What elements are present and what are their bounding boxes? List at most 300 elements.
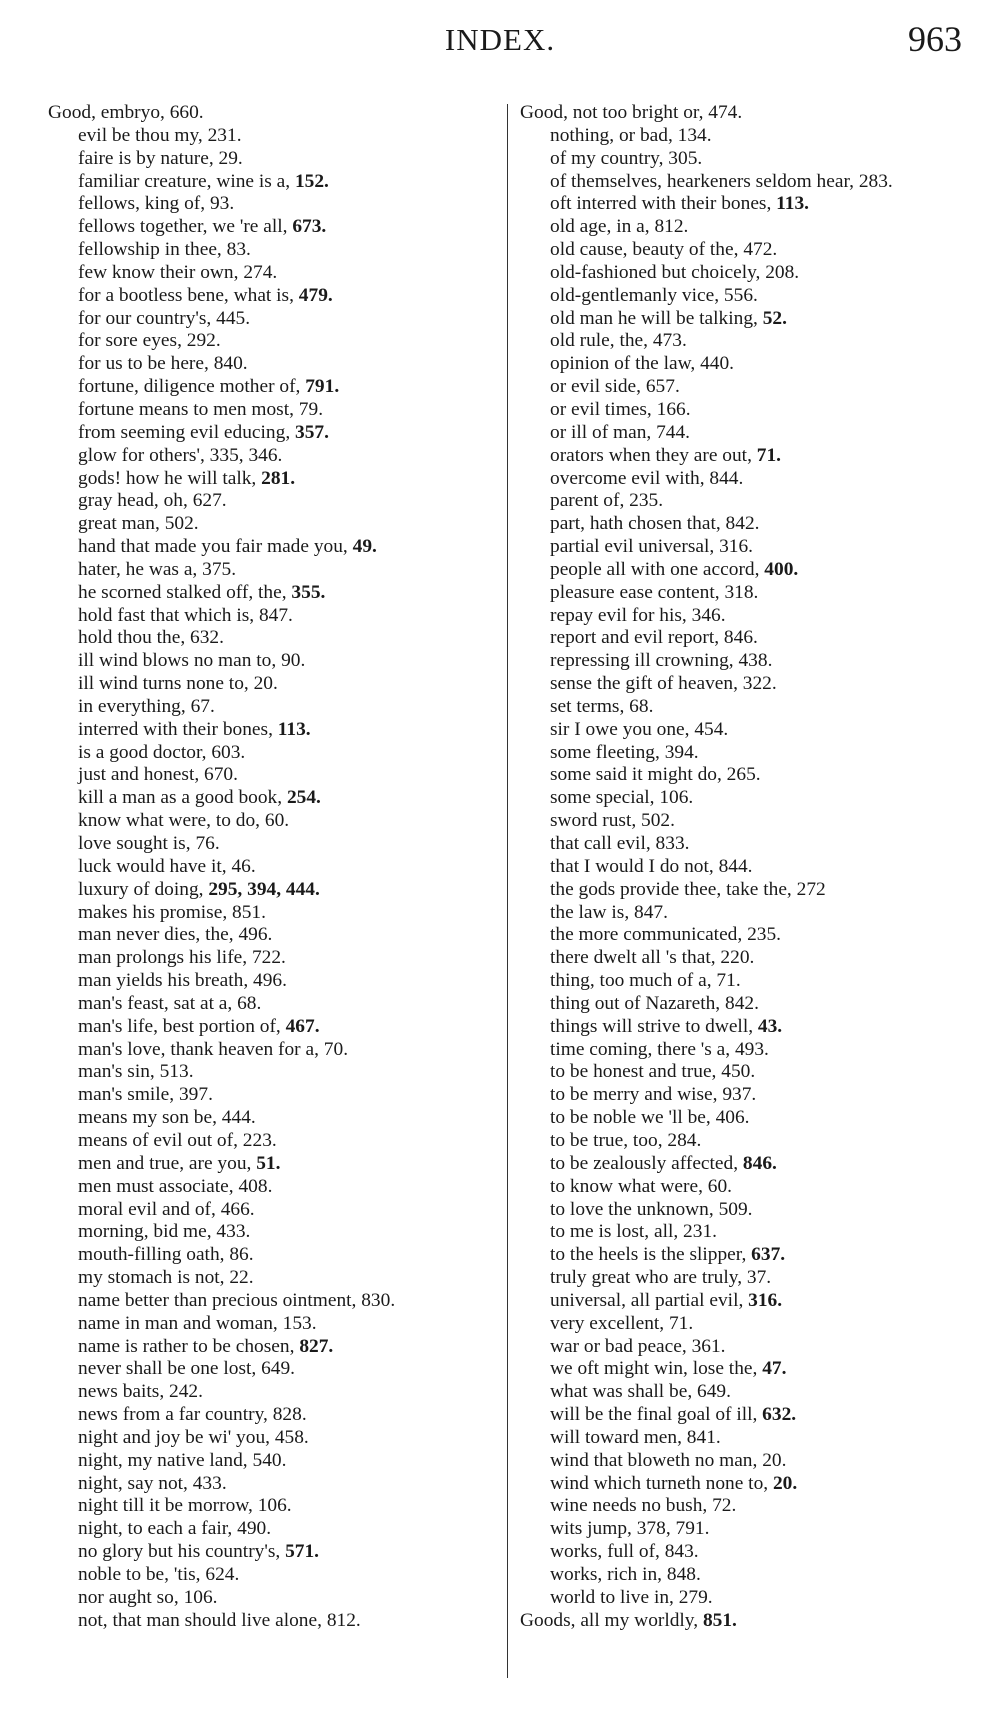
index-entry <box>520 1313 970 1336</box>
entry-page-ref: 791. <box>305 376 340 398</box>
entry-text: or evil times, <box>550 398 657 420</box>
index-column-left <box>48 102 498 1633</box>
entry-text: faire is by nature, <box>78 147 219 169</box>
entry-text: thing out of Nazareth, <box>550 992 725 1014</box>
entry-text: to know what were, <box>550 1175 708 1197</box>
index-entry <box>520 1153 970 1176</box>
index-entry <box>48 1061 498 1084</box>
entry-text: for sore eyes, <box>78 330 187 352</box>
entry-text: know what were, to do, <box>78 810 265 832</box>
entry-page-ref: 846. <box>742 1152 777 1174</box>
index-column-right <box>520 102 970 1633</box>
index-entry <box>48 1153 498 1176</box>
index-entry <box>48 1587 498 1610</box>
entry-page-ref: 20. <box>253 673 278 695</box>
index-entry <box>520 719 970 742</box>
index-entry <box>48 353 498 376</box>
index-entry <box>520 787 970 810</box>
entry-text: wind that bloweth no man, <box>550 1449 763 1471</box>
entry-page-ref: 79. <box>298 398 324 420</box>
entry-page-ref: 458. <box>274 1426 309 1448</box>
entry-page-ref: 490. <box>237 1518 272 1540</box>
entry-page-ref: 673. <box>292 216 327 238</box>
index-entry <box>520 879 970 902</box>
entry-page-ref: 106. <box>183 1586 218 1608</box>
index-entry <box>520 216 970 239</box>
index-entry <box>520 1541 970 1564</box>
index-entry <box>48 1450 498 1473</box>
entry-page-ref: 134. <box>677 124 712 146</box>
index-entry <box>48 376 498 399</box>
entry-text: interred with their bones, <box>78 718 278 740</box>
entry-page-ref: 361. <box>691 1335 726 1357</box>
entry-text: repay evil for his, <box>550 604 692 626</box>
index-entry <box>520 330 970 353</box>
entry-text: moral evil and of, <box>78 1198 221 1220</box>
entry-page-ref: 397. <box>178 1084 213 1106</box>
entry-page-ref: 295, 394, 444. <box>208 878 320 900</box>
entry-text: man never dies, the, <box>78 924 239 946</box>
entry-page-ref: 60. <box>264 810 290 832</box>
entry-text: the gods provide thee, take the, <box>550 878 797 900</box>
entry-text: Good, not too bright or, <box>520 102 709 123</box>
page-title: INDEX. <box>444 22 556 57</box>
entry-page-ref: 444. <box>221 1107 256 1129</box>
index-entry <box>520 148 970 171</box>
entry-page-ref: 827. <box>299 1335 334 1357</box>
entry-page-ref: 106. <box>257 1495 292 1517</box>
entry-page-ref: 235. <box>629 490 664 512</box>
entry-page-ref: 346. <box>691 604 726 626</box>
entry-page-ref: 93. <box>209 193 235 215</box>
entry-page-ref: 51. <box>256 1152 281 1174</box>
entry-page-ref: 67. <box>190 695 215 717</box>
index-entry <box>520 1130 970 1153</box>
index-entry <box>520 125 970 148</box>
entry-text: pleasure ease content, <box>550 581 725 603</box>
index-entry <box>48 1039 498 1062</box>
page-header <box>0 18 1000 68</box>
index-entry <box>520 513 970 536</box>
entry-page-ref: 841. <box>686 1426 721 1448</box>
entry-page-ref: 843. <box>664 1541 699 1563</box>
entry-text: night till it be morrow, <box>78 1495 258 1517</box>
entry-page-ref: 254. <box>286 787 321 809</box>
index-entry <box>48 285 498 308</box>
entry-text: from seeming evil educing, <box>78 421 296 443</box>
entry-text: sword rust, <box>550 810 642 832</box>
entry-text: will toward men, <box>550 1426 687 1448</box>
entry-page-ref: 70. <box>323 1038 349 1060</box>
index-entry <box>520 856 970 879</box>
index-entry <box>48 1244 498 1267</box>
entry-page-ref: 223. <box>242 1129 277 1151</box>
index-entry <box>48 650 498 673</box>
entry-page-ref: 406. <box>715 1107 750 1129</box>
index-entry <box>48 490 498 513</box>
entry-text: to be merry and wise, <box>550 1084 723 1106</box>
index-entry <box>520 1061 970 1084</box>
entry-text: parent of, <box>550 490 630 512</box>
index-entry <box>48 468 498 491</box>
entry-page-ref: 844. <box>718 855 753 877</box>
index-entry <box>48 1267 498 1290</box>
entry-page-ref: 220. <box>720 947 755 969</box>
entry-text: hold fast that which is, <box>78 604 259 626</box>
entry-text: of my country, <box>550 147 669 169</box>
entry-text: night, say not, <box>78 1472 193 1494</box>
index-entry <box>48 787 498 810</box>
index-entry <box>48 1473 498 1496</box>
entry-page-ref: 660. <box>169 102 204 123</box>
entry-text: few know their own, <box>78 261 244 283</box>
entry-page-ref: 440. <box>700 353 735 375</box>
entry-text: luxury of doing, <box>78 878 209 900</box>
entry-page-ref: 76. <box>195 833 220 854</box>
index-entry <box>48 1541 498 1564</box>
index-entry <box>520 1107 970 1130</box>
index-entry <box>48 1358 498 1381</box>
entry-page-ref: 316. <box>719 536 754 558</box>
index-entry <box>520 422 970 445</box>
entry-page-ref: 649. <box>697 1381 731 1403</box>
entry-text: mouth-filling oath, <box>78 1244 230 1266</box>
entry-page-ref: 433. <box>192 1472 227 1494</box>
entry-text: to me is lost, all, <box>550 1221 684 1243</box>
entry-page-ref: 60. <box>707 1175 733 1197</box>
index-entry <box>48 1221 498 1244</box>
index-entry <box>520 399 970 422</box>
entry-text: fellows, king of, <box>78 193 210 215</box>
entry-text: oft interred with their bones, <box>550 193 777 215</box>
entry-text: that call evil, <box>550 833 656 854</box>
index-entry <box>48 1084 498 1107</box>
index-entry <box>520 673 970 696</box>
entry-text: nor aught so, <box>78 1586 184 1608</box>
entry-text: wine needs no bush, <box>550 1495 713 1517</box>
index-entry <box>48 193 498 216</box>
index-entry <box>520 902 970 925</box>
entry-text: or ill of man, <box>550 421 657 443</box>
index-entry <box>520 833 970 856</box>
index-entry <box>520 536 970 559</box>
entry-text: man yields his breath, <box>78 970 254 992</box>
index-entry <box>520 1016 970 1039</box>
index-entry <box>520 924 970 947</box>
entry-page-ref: 851. <box>702 1609 737 1631</box>
entry-text: works, rich in, <box>550 1564 667 1585</box>
entry-page-ref: 272 <box>796 878 826 900</box>
entry-page-ref: 152. <box>294 170 329 192</box>
index-entry <box>48 993 498 1016</box>
index-entry <box>48 216 498 239</box>
entry-page-ref: 153. <box>282 1312 317 1334</box>
entry-page-ref: 71. <box>668 1312 694 1334</box>
index-entry <box>520 239 970 262</box>
entry-text: some special, <box>550 787 660 809</box>
entry-page-ref: 670. <box>204 764 238 786</box>
entry-page-ref: 72. <box>712 1495 737 1517</box>
entry-page-ref: 335, 346. <box>209 444 283 466</box>
entry-text: familiar creature, wine is a, <box>78 170 295 192</box>
index-entry <box>48 1381 498 1404</box>
index-entry <box>48 125 498 148</box>
entry-page-ref: 509. <box>718 1198 753 1220</box>
entry-text: never shall be one lost, <box>78 1358 262 1380</box>
entry-text: for our country's, <box>78 307 217 329</box>
index-entry <box>520 559 970 582</box>
entry-text: overcome evil with, <box>550 467 710 489</box>
entry-text: name better than precious ointment, <box>78 1289 362 1311</box>
index-entry <box>520 1267 970 1290</box>
entry-page-ref: 603. <box>211 741 246 763</box>
index-entry <box>520 1381 970 1404</box>
entry-page-ref: 844. <box>709 467 744 489</box>
index-entry <box>48 171 498 194</box>
entry-text: old-fashioned but choicely, <box>550 261 766 283</box>
entry-text: to be honest and true, <box>550 1061 722 1083</box>
entry-page-ref: 316. <box>748 1289 783 1311</box>
entry-text: hater, he was a, <box>78 558 203 580</box>
entry-text: great man, <box>78 513 165 535</box>
entry-page-ref: 113. <box>277 718 311 740</box>
index-entry <box>520 353 970 376</box>
index-entry <box>48 1130 498 1153</box>
entry-text: world to live in, <box>550 1586 679 1608</box>
entry-page-ref: 22. <box>229 1267 254 1289</box>
index-entry <box>48 1336 498 1359</box>
entry-page-ref: 281. <box>261 467 296 489</box>
entry-page-ref: 842. <box>725 992 759 1014</box>
entry-page-ref: 20. <box>772 1472 798 1494</box>
entry-text: repressing ill crowning, <box>550 650 739 672</box>
index-entry <box>48 696 498 719</box>
entry-text: man's sin, <box>78 1061 160 1083</box>
entry-page-ref: 466. <box>220 1198 255 1220</box>
index-entry <box>48 582 498 605</box>
entry-text: to be true, too, <box>550 1129 668 1151</box>
entry-text: old cause, beauty of the, <box>550 239 744 261</box>
entry-page-ref: 937. <box>722 1084 757 1106</box>
entry-page-ref: 657. <box>645 376 680 398</box>
entry-page-ref: 445. <box>216 307 251 329</box>
entry-page-ref: 71. <box>716 970 741 992</box>
index-entry <box>520 627 970 650</box>
entry-text: ill wind blows no man to, <box>78 650 282 672</box>
entry-page-ref: 68. <box>629 695 654 717</box>
index-entry <box>520 1473 970 1496</box>
entry-page-ref: 467. <box>285 1015 320 1037</box>
entry-page-ref: 828. <box>272 1404 307 1426</box>
entry-page-ref: 433. <box>216 1221 251 1243</box>
entry-page-ref: 235. <box>747 924 782 946</box>
entry-text: works, full of, <box>550 1541 665 1563</box>
index-entry <box>520 1587 970 1610</box>
index-heading-entry <box>520 102 970 125</box>
entry-text: the more communicated, <box>550 924 748 946</box>
index-entry <box>520 285 970 308</box>
index-entry <box>48 719 498 742</box>
index-entry <box>48 1518 498 1541</box>
entry-text: some fleeting, <box>550 741 665 763</box>
entry-page-ref: 493. <box>734 1038 769 1060</box>
index-entry <box>520 445 970 468</box>
entry-page-ref: 400. <box>764 558 799 580</box>
index-entry <box>520 1427 970 1450</box>
index-entry <box>48 1610 498 1633</box>
entry-page-ref: 540. <box>252 1449 287 1471</box>
index-entry <box>48 924 498 947</box>
entry-text: universal, all partial evil, <box>550 1289 749 1311</box>
entry-page-ref: 848. <box>666 1564 701 1585</box>
entry-text: fellowship in thee, <box>78 239 227 261</box>
index-entry <box>520 650 970 673</box>
index-entry <box>520 993 970 1016</box>
entry-page-ref: 49. <box>352 536 377 558</box>
index-entry <box>520 1336 970 1359</box>
entry-page-ref: 812. <box>326 1609 361 1631</box>
entry-page-ref: 473. <box>652 330 687 352</box>
index-heading-entry <box>48 102 498 125</box>
entry-page-ref: 408. <box>238 1175 273 1197</box>
index-entry <box>520 1176 970 1199</box>
entry-text: time coming, there 's a, <box>550 1038 735 1060</box>
index-heading-entry <box>520 1610 970 1633</box>
entry-page-ref: 284. <box>667 1129 702 1151</box>
entry-text: to be zealously affected, <box>550 1152 743 1174</box>
entry-page-ref: 830. <box>361 1289 396 1311</box>
entry-text: orators when they are out, <box>550 444 757 466</box>
entry-page-ref: 242. <box>169 1381 203 1403</box>
entry-page-ref: 496. <box>238 924 273 946</box>
index-entry <box>520 468 970 491</box>
entry-page-ref: 842. <box>725 513 760 535</box>
index-entry <box>48 970 498 993</box>
entry-page-ref: 43. <box>757 1015 783 1037</box>
entry-page-ref: 283. <box>858 170 893 192</box>
entry-page-ref: 37. <box>746 1267 772 1289</box>
entry-text: for us to be here, <box>78 353 214 375</box>
entry-page-ref: 812. <box>654 216 689 238</box>
entry-text: Good, embryo, <box>48 102 170 123</box>
index-entry <box>48 833 498 856</box>
index-entry <box>48 1564 498 1587</box>
entry-text: old man he will be talking, <box>550 307 763 329</box>
entry-text: man's smile, <box>78 1084 179 1106</box>
entry-text: morning, bid me, <box>78 1221 217 1243</box>
entry-text: means of evil out of, <box>78 1129 243 1151</box>
index-entry <box>520 605 970 628</box>
entry-page-ref: 166. <box>656 398 691 420</box>
entry-page-ref: 318. <box>724 581 759 603</box>
entry-text: there dwelt all 's that, <box>550 947 721 969</box>
index-entry <box>48 605 498 628</box>
index-entry <box>48 1107 498 1130</box>
index-entry <box>520 1518 970 1541</box>
entry-text: wind which turneth none to, <box>550 1472 773 1494</box>
entry-text: name is rather to be chosen, <box>78 1335 300 1357</box>
entry-text: gods! how he will talk, <box>78 467 262 489</box>
entry-text: kill a man as a good book, <box>78 787 287 809</box>
index-entry <box>520 742 970 765</box>
entry-text: noble to be, 'tis, <box>78 1564 206 1585</box>
index-entry <box>48 879 498 902</box>
entry-text: is a good doctor, <box>78 741 212 763</box>
entry-text: gray head, oh, <box>78 490 193 512</box>
index-entry <box>48 1495 498 1518</box>
entry-page-ref: 496. <box>253 970 287 992</box>
index-entry <box>520 171 970 194</box>
entry-page-ref: 322. <box>742 673 777 695</box>
index-entry <box>48 308 498 331</box>
entry-text: evil be thou my, <box>78 124 208 146</box>
entry-page-ref: 833. <box>655 833 690 854</box>
index-entry <box>520 696 970 719</box>
entry-text: what was shall be, <box>550 1381 698 1403</box>
entry-text: to be noble we 'll be, <box>550 1107 716 1129</box>
index-entry <box>48 422 498 445</box>
index-entry <box>520 810 970 833</box>
entry-text: no glory but his country's, <box>78 1541 286 1563</box>
entry-page-ref: 279. <box>678 1586 713 1608</box>
entry-text: men must associate, <box>78 1175 239 1197</box>
entry-page-ref: 378, 791. <box>636 1518 710 1540</box>
index-entry <box>48 1290 498 1313</box>
column-divider <box>507 104 508 1678</box>
entry-page-ref: 474. <box>708 102 743 123</box>
entry-text: sir I owe you one, <box>550 718 695 740</box>
index-entry <box>520 1221 970 1244</box>
index-entry <box>48 1313 498 1336</box>
entry-text: Goods, all my worldly, <box>520 1609 703 1631</box>
index-entry <box>48 764 498 787</box>
entry-page-ref: 71. <box>756 444 782 466</box>
entry-text: the law is, <box>550 901 635 923</box>
entry-text: makes his promise, <box>78 901 233 923</box>
entry-text: fortune, diligence mother of, <box>78 376 306 398</box>
index-entry <box>520 970 970 993</box>
index-entry <box>520 1084 970 1107</box>
index-entry <box>520 1244 970 1267</box>
entry-page-ref: 231. <box>683 1221 717 1243</box>
entry-text: just and honest, <box>78 764 205 786</box>
index-entry <box>520 1039 970 1062</box>
entry-text: old-gentlemanly vice, <box>550 284 724 306</box>
index-entry <box>48 1199 498 1222</box>
index-entry <box>48 856 498 879</box>
index-entry <box>48 148 498 171</box>
entry-text: man's feast, sat at a, <box>78 992 238 1014</box>
index-entry <box>48 902 498 925</box>
index-entry <box>48 1404 498 1427</box>
entry-page-ref: 394. <box>664 741 699 763</box>
entry-page-ref: 355. <box>291 581 326 603</box>
entry-text: to the heels is the slipper, <box>550 1244 752 1266</box>
index-entry <box>48 536 498 559</box>
entry-page-ref: 46. <box>231 855 256 877</box>
entry-page-ref: 52. <box>762 307 787 329</box>
entry-text: my stomach is not, <box>78 1267 230 1289</box>
entry-text: thing, too much of a, <box>550 970 717 992</box>
index-entry <box>520 376 970 399</box>
index-entry <box>48 1176 498 1199</box>
entry-page-ref: 106. <box>659 787 694 809</box>
entry-text: truly great who are truly, <box>550 1267 747 1289</box>
entry-page-ref: 649. <box>261 1358 296 1380</box>
entry-page-ref: 208. <box>765 261 800 283</box>
entry-text: part, hath chosen that, <box>550 513 726 535</box>
index-entry <box>520 1199 970 1222</box>
